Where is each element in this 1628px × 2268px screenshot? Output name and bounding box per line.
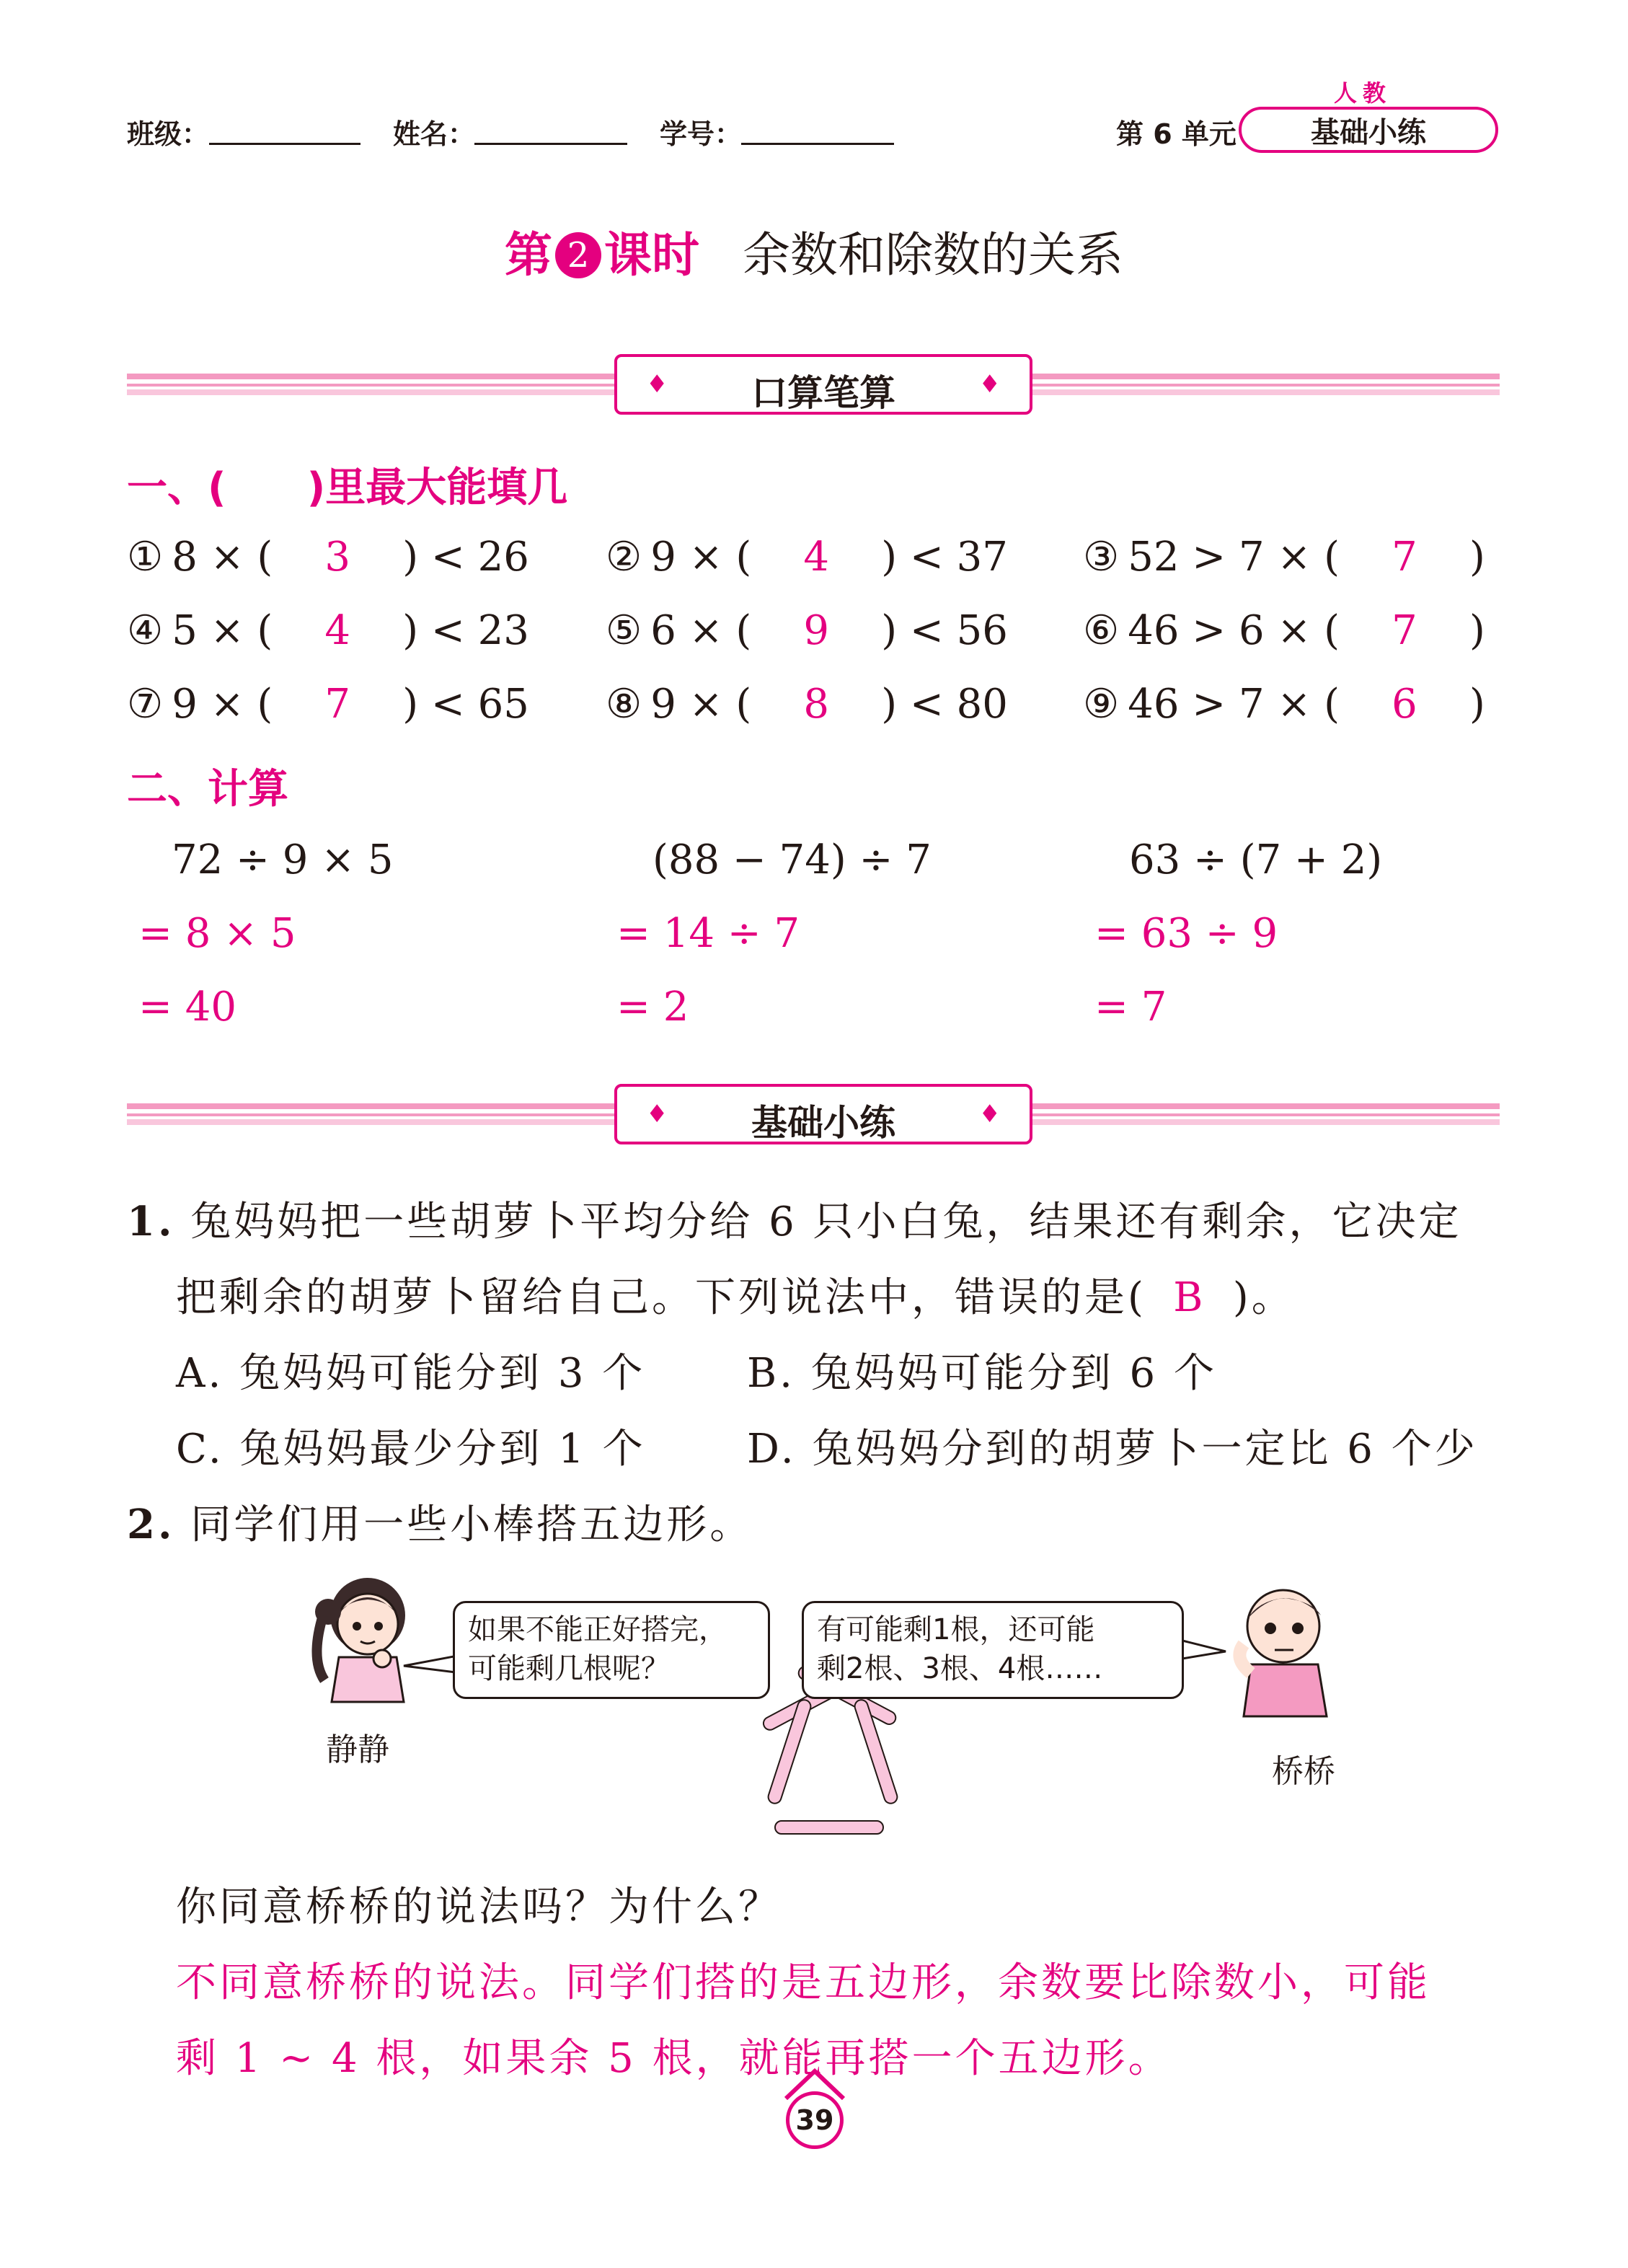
- problem-expression: 9 × (: [650, 534, 752, 581]
- calc-expression: 72 ÷ 9 × 5: [172, 837, 394, 883]
- problem-answer[interactable]: 4: [324, 607, 351, 654]
- problem-number: ①: [127, 534, 164, 581]
- calc-step: = 8 × 5: [138, 910, 296, 957]
- problem-answer[interactable]: 7: [324, 681, 351, 728]
- problem-expression-end: ) < 37: [881, 534, 1008, 581]
- name-field-line[interactable]: [474, 143, 627, 145]
- calc-step: = 63 ÷ 9: [1094, 910, 1278, 957]
- option-b[interactable]: B. 兔妈妈可能分到 6 个: [747, 1350, 1217, 1397]
- problem-expression-end: ) < 23: [402, 607, 529, 654]
- question-1-answer[interactable]: B: [1173, 1274, 1206, 1321]
- problem-expression-end: ) < 26: [402, 534, 529, 581]
- option-a[interactable]: A. 兔妈妈可能分到 3 个: [176, 1350, 646, 1397]
- diamond-icon: ♦: [646, 1100, 668, 1129]
- fill-in-problem: [1083, 534, 1485, 581]
- series-badge-text: 基础小练: [1311, 116, 1426, 149]
- problem-answer[interactable]: 7: [1392, 607, 1417, 654]
- question-1-line1: 兔妈妈把一些胡萝卜平均分给 6 只小白兔，结果还有剩余，它决定: [190, 1199, 1462, 1245]
- diamond-icon: ♦: [646, 370, 668, 399]
- unit-label: 第 6 单元: [1116, 118, 1237, 150]
- fill-in-problem: [606, 607, 1008, 654]
- fill-in-problem: [127, 681, 529, 728]
- lesson-topic: 余数和除数的关系: [743, 227, 1123, 283]
- problem-answer[interactable]: 3: [324, 534, 351, 581]
- question-2-text: 同学们用一些小棒搭五边形。: [190, 1501, 753, 1548]
- answer-line[interactable]: 剩 1 ~ 4 根，如果余 5 根，就能再搭一个五边形。: [176, 2035, 1172, 2082]
- student-id-field-line[interactable]: [741, 143, 894, 145]
- problem-expression: 8 × (: [172, 534, 273, 581]
- character-name-left: 静静: [326, 1731, 389, 1768]
- part2-heading: 二、计算: [127, 766, 288, 813]
- problem-number: ⑦: [127, 681, 164, 728]
- section-title-basic: 基础小练: [751, 1102, 895, 1144]
- student-id-label: 学号：: [660, 118, 743, 150]
- problem-number: ③: [1083, 534, 1120, 581]
- problem-answer[interactable]: 8: [803, 681, 830, 728]
- class-label: 班级：: [127, 118, 210, 150]
- problem-expression: 9 × (: [650, 681, 752, 728]
- section-header-basic: [614, 1084, 1032, 1144]
- name-label: 姓名：: [393, 118, 476, 150]
- question-2: [127, 1493, 753, 1550]
- lesson-suffix: 课时: [604, 227, 699, 283]
- problem-expression: 46 > 7 × (: [1128, 681, 1340, 728]
- question-number: 2.: [127, 1501, 175, 1548]
- problem-expression: 6 × (: [650, 607, 752, 654]
- diamond-icon: ♦: [978, 1100, 1001, 1129]
- calc-result: = 7: [1094, 984, 1167, 1031]
- question-number: 1.: [127, 1198, 175, 1245]
- section-header-oral: [614, 354, 1032, 415]
- problem-expression-end: ): [1469, 681, 1485, 728]
- problem-expression-end: ) < 65: [402, 681, 529, 728]
- problem-answer[interactable]: 7: [1392, 534, 1417, 581]
- calc-expression: (88 − 74) ÷ 7: [652, 837, 932, 883]
- answer-line[interactable]: 不同意桥桥的说法。同学们搭的是五边形，余数要比除数小，可能: [176, 1959, 1430, 2006]
- problem-expression: 5 × (: [172, 607, 273, 654]
- calc-result: = 2: [616, 984, 689, 1031]
- class-field-line[interactable]: [209, 143, 360, 145]
- fill-in-problem: [1083, 681, 1485, 728]
- diamond-icon: ♦: [978, 370, 1001, 399]
- bubble-text: 剩2根、3根、4根……: [817, 1652, 1103, 1685]
- problem-number: ②: [606, 534, 642, 581]
- problem-expression-end: ) < 80: [881, 681, 1008, 728]
- part1-heading: 一、( )里最大能填几: [127, 464, 568, 511]
- lesson-prefix: 第: [505, 227, 552, 283]
- question-1-stem-end: )。: [1232, 1274, 1295, 1321]
- question-1-stem: 把剩余的胡萝卜留给自己。下列说法中，错误的是(: [176, 1274, 1146, 1321]
- problem-answer[interactable]: 6: [1392, 681, 1417, 728]
- bubble-text: 可能剩几根呢？: [468, 1652, 670, 1685]
- problem-number: ⑨: [1083, 681, 1120, 728]
- option-d[interactable]: D. 兔妈妈分到的胡萝卜一定比 6 个少: [747, 1426, 1478, 1473]
- problem-number: ④: [127, 607, 164, 654]
- speech-bubble-right: [802, 1601, 1184, 1699]
- problem-answer[interactable]: 4: [803, 534, 830, 581]
- calc-expression: 63 ÷ (7 + 2): [1129, 837, 1383, 883]
- problem-expression-end: ): [1469, 607, 1485, 654]
- question-2-prompt: 你同意桥桥的说法吗？为什么？: [176, 1884, 782, 1931]
- problem-number: ⑥: [1083, 607, 1120, 654]
- fill-in-problem: [1083, 607, 1485, 654]
- calc-step: = 14 ÷ 7: [616, 910, 800, 957]
- question-1-line2: [176, 1266, 1295, 1323]
- fill-in-problem: [127, 607, 529, 654]
- lesson-title: [0, 216, 1628, 285]
- problem-number: ⑧: [606, 681, 642, 728]
- lesson-number-badge: 2: [555, 232, 601, 278]
- boy-figure-icon: [1239, 1590, 1327, 1716]
- fill-in-problem: [606, 681, 1008, 728]
- problem-expression-end: ) < 56: [881, 607, 1008, 654]
- section-title-oral: 口算笔算: [751, 372, 895, 414]
- fill-in-problem: [127, 534, 529, 581]
- calc-result: = 40: [138, 984, 236, 1031]
- fill-in-problem: [606, 534, 1008, 581]
- publisher-label: 人教: [1334, 79, 1392, 107]
- problem-expression: 46 > 6 × (: [1128, 607, 1340, 654]
- bubble-text: 有可能剩1根，还可能: [817, 1613, 1095, 1646]
- option-c[interactable]: C. 兔妈妈最少分到 1 个: [176, 1426, 646, 1473]
- girl-figure-icon: [315, 1578, 405, 1702]
- page-number: 39: [786, 2091, 844, 2149]
- character-name-right: 桥桥: [1272, 1753, 1335, 1790]
- question-1: [127, 1190, 1462, 1248]
- speech-bubble-left: [453, 1601, 770, 1699]
- problem-answer[interactable]: 9: [803, 607, 830, 654]
- problem-number: ⑤: [606, 607, 642, 654]
- problem-expression-end: ): [1469, 534, 1485, 581]
- bubble-text: 如果不能正好搭完，: [468, 1613, 727, 1646]
- problem-expression: 52 > 7 × (: [1128, 534, 1340, 581]
- problem-expression: 9 × (: [172, 681, 273, 728]
